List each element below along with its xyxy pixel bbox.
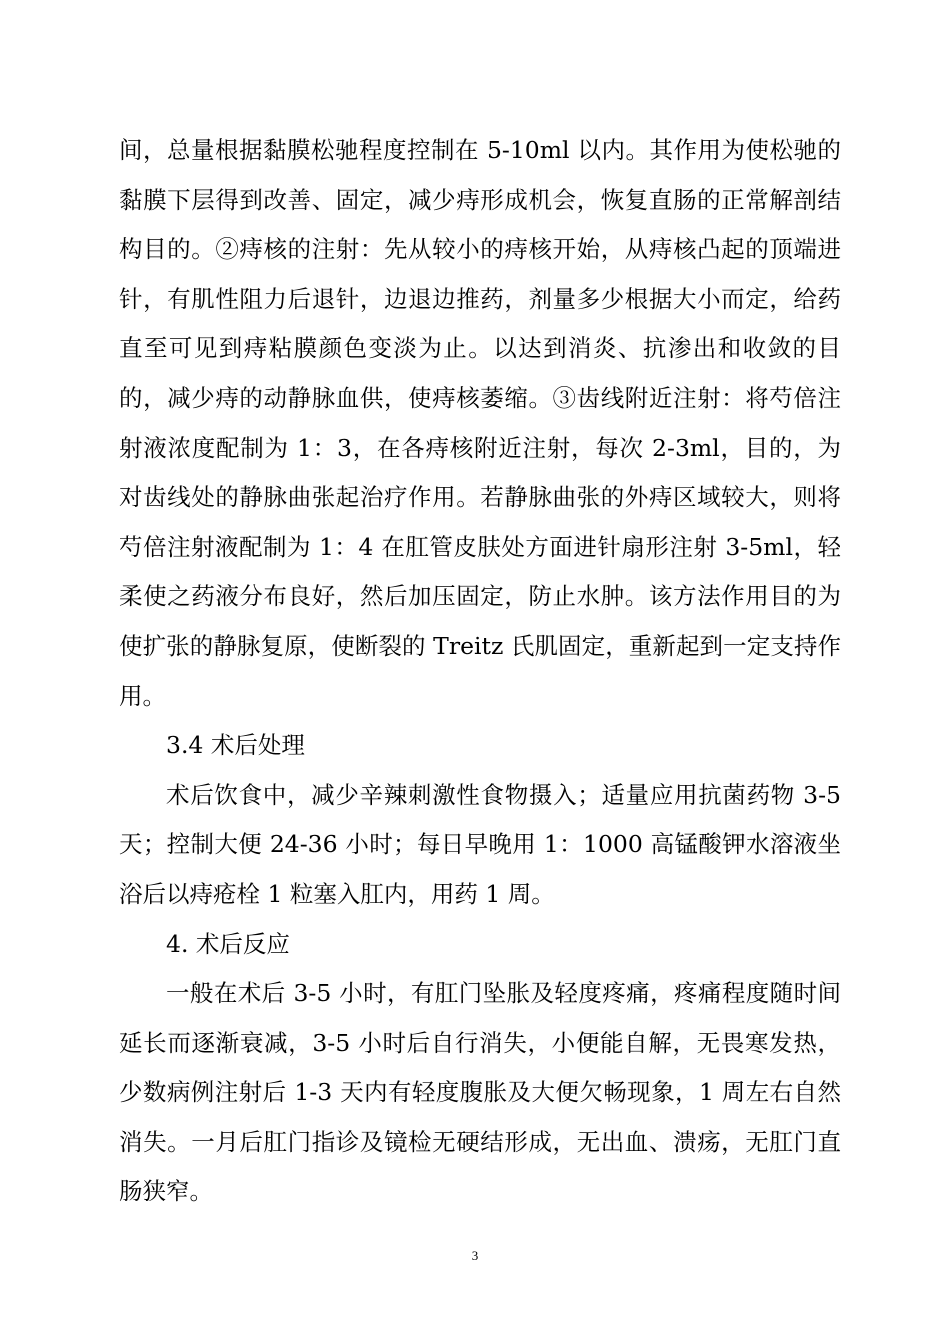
heading-postoperative-care: 3.4 术后处理 bbox=[166, 731, 305, 760]
paragraph-injection-method: 间，总量根据黏膜松驰程度控制在 5-10ml 以内。其作用为使松驰的黏膜下层得到改善、固定，减少痔形成机会，恢复直肠的正常解剖结构目的。②痔核的注射：先从较小的痔核开始，从痔核凸起的顶端进针，有肌性阻力后退针，边退边推药，剂量多少根据大小而定，给药直至可见到痔粘膜颜色变淡为止。以达到消炎、抗渗出和收敛的目的，减少痔的动静脉血供，使痔核萎缩。③齿线附近注射：将芍倍注射液浓度配制为 1：3，在各痔核附近注射，每次 2-3ml，目的，为对齿线处的静脉曲张起治疗作用。若静脉曲张的外痔区域较大，则将芍倍注射液配制为 1：4 在肛管皮肤处方面进针扇形注射 3-5ml，轻柔使之药液分布良好，然后加压固定，防止水肿。该方法作用目的为使扩张的静脉复原，使断裂的 Treitz 氏肌固定，重新起到一定支持作用。 bbox=[119, 136, 841, 710]
page-number: 3 bbox=[471, 1248, 479, 1263]
paragraph-postoperative-reaction: 一般在术后 3-5 小时，有肛门坠胀及轻度疼痛，疼痛程度随时间延长而逐渐衰减，3-5 小时后自行消失，小便能自解，无畏寒发热，少数病例注射后 1-3 天内有轻度腹胀及大便欠畅现象，1 周左右自然消失。一月后肛门指诊及镜检无硬结形成，无出血、溃疡，无肛门直肠狭窄。 bbox=[119, 979, 841, 1206]
paragraph-postoperative-care: 术后饮食中，减少辛辣刺激性食物摄入；适量应用抗菌药物 3-5 天；控制大便 24-36 小时；每日早晚用 1：1000 高锰酸钾水溶液坐浴后以痔疮栓 1 粒塞入肛内，用药 1 周。 bbox=[119, 780, 841, 908]
heading-postoperative-reaction: 4. 术后反应 bbox=[166, 929, 290, 958]
body-text bbox=[119, 126, 841, 1217]
